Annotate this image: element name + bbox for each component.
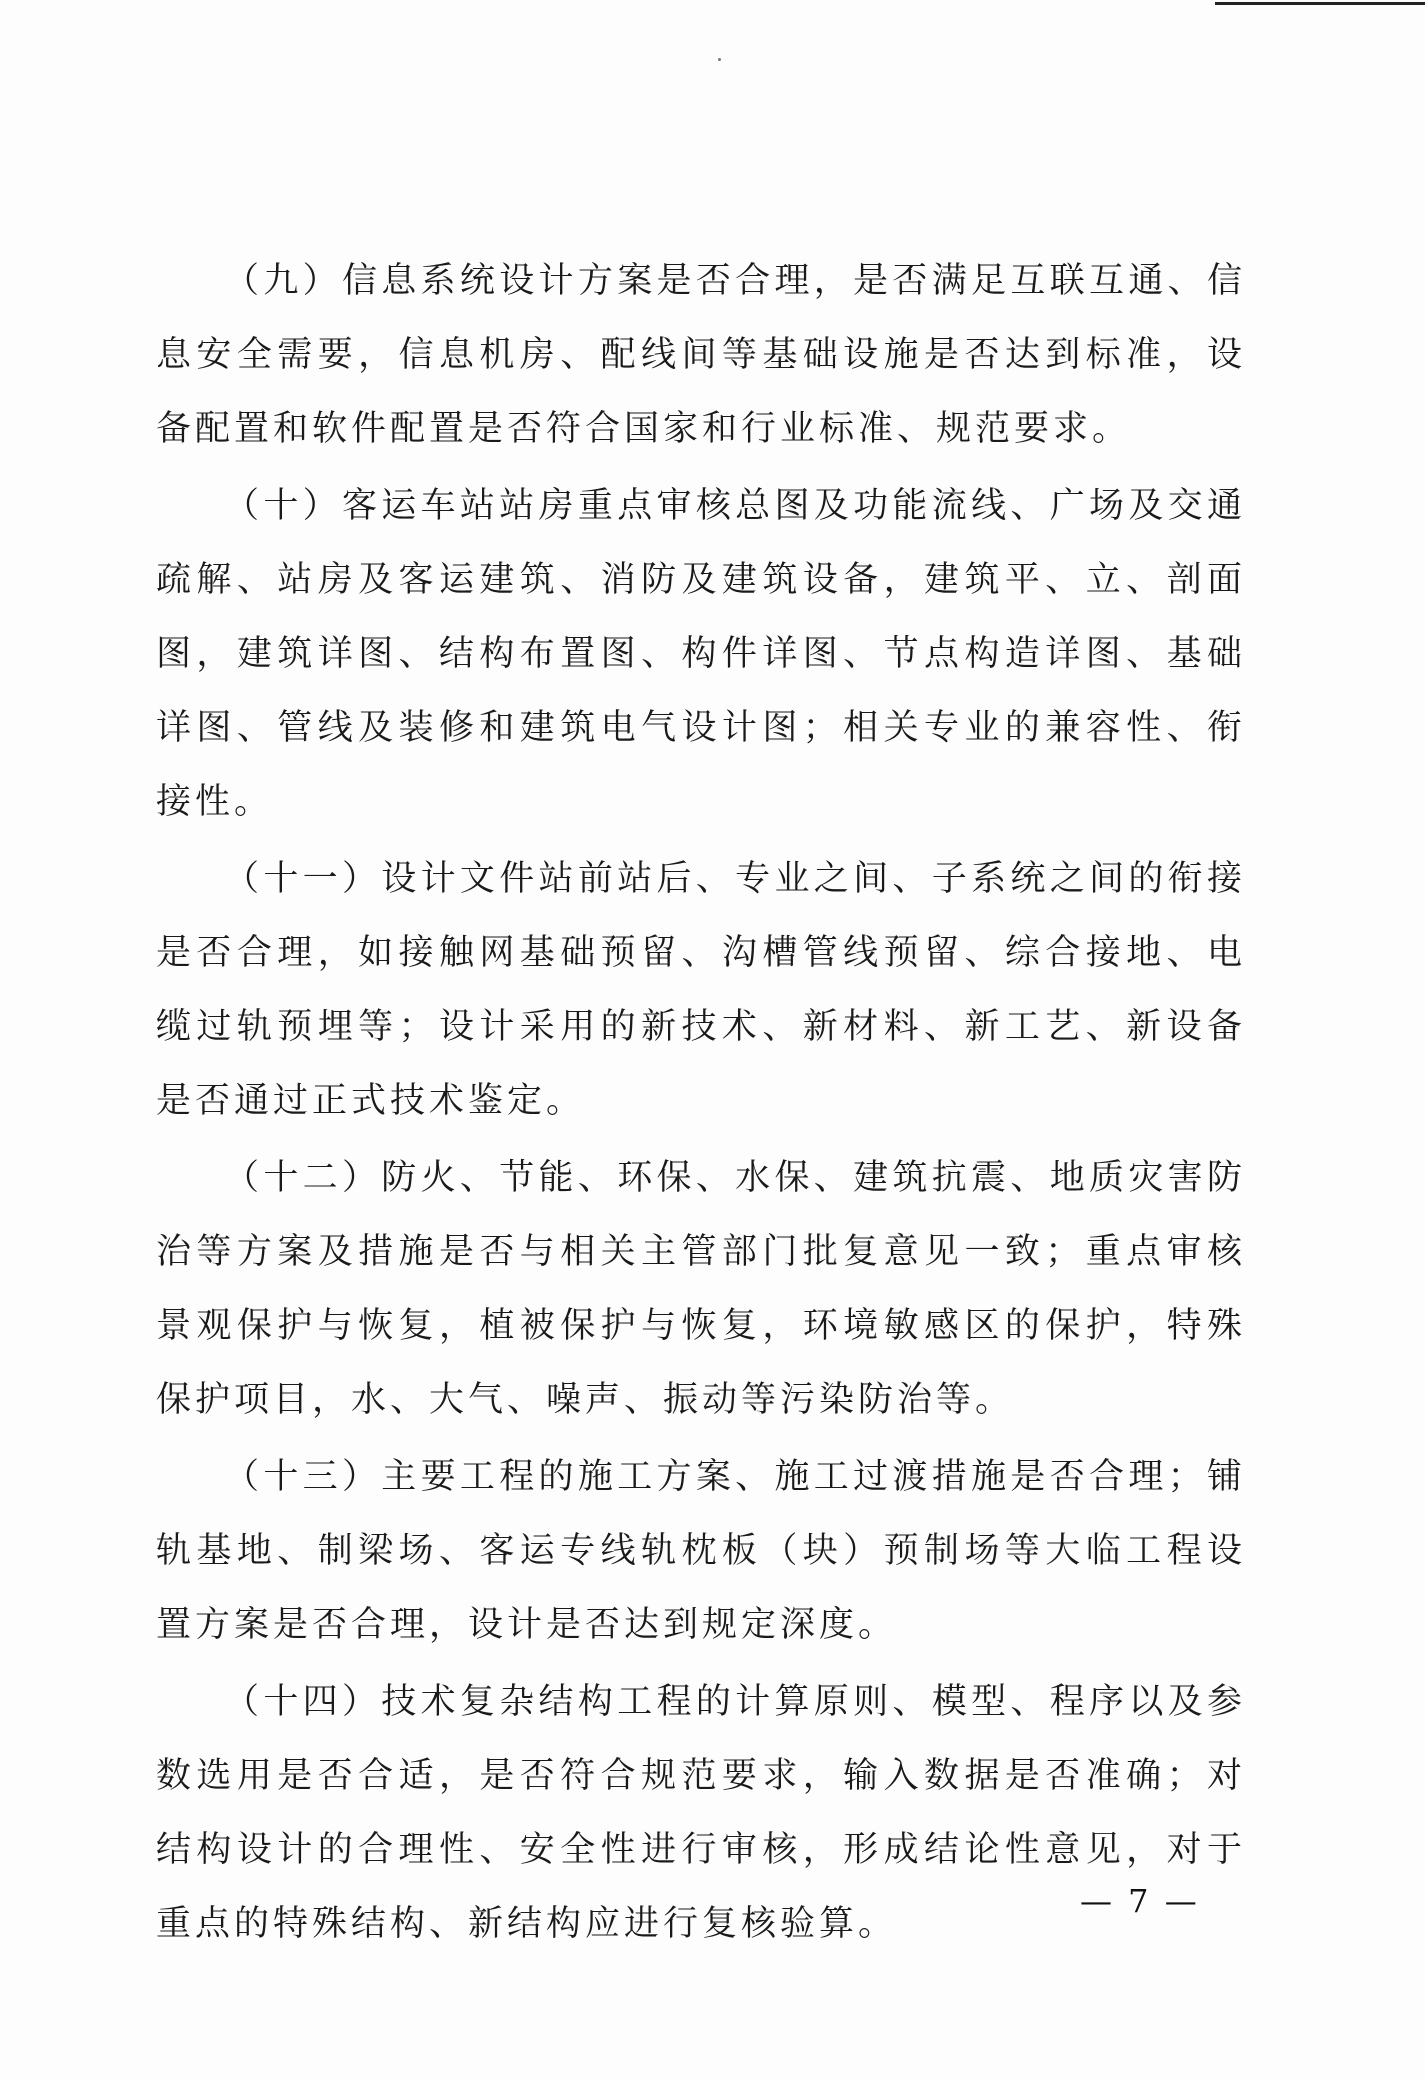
paragraph-item-12: （十二）防火、节能、环保、水保、建筑抗震、地质灾害防治等方案及措施是否与相关主管部门批复意见一致；重点审核景观保护与恢复，植被保护与恢复，环境敏感区的保护，特殊保护项目，水、大气、噪声、振动等污染防治等。 [156, 1158, 1246, 1420]
paragraph-item-13: （十三）主要工程的施工方案、施工过渡措施是否合理；铺轨基地、制梁场、客运专线轨枕板（块）预制场等大临工程设置方案是否合理，设计是否达到规定深度。 [156, 1457, 1246, 1645]
document-body [156, 244, 1246, 1961]
page-number: — 7 — [1080, 1882, 1200, 1920]
paragraph-item-10: （十）客运车站站房重点审核总图及功能流线、广场及交通疏解、站房及客运建筑、消防及建筑设备，建筑平、立、剖面图，建筑详图、结构布置图、构件详图、节点构造详图、基础详图、管线及装修和建筑电气设计图；相关专业的兼容性、衔接性。 [156, 486, 1246, 822]
paragraph-item-9: （九）信息系统设计方案是否合理，是否满足互联互通、信息安全需要，信息机房、配线间等基础设施是否达到标准，设备配置和软件配置是否符合国家和行业标准、规范要求。 [156, 261, 1246, 449]
scan-edge-line [1215, 2, 1425, 5]
paragraph-item-14: （十四）技术复杂结构工程的计算原则、模型、程序以及参数选用是否合适，是否符合规范要求，输入数据是否准确；对结构设计的合理性、安全性进行审核，形成结论性意见，对于重点的特殊结构、新结构应进行复核验算。 [156, 1682, 1246, 1944]
scan-speck [718, 58, 721, 61]
paragraph-item-11: （十一）设计文件站前站后、专业之间、子系统之间的衔接是否合理，如接触网基础预留、沟槽管线预留、综合接地、电缆过轨预埋等；设计采用的新技术、新材料、新工艺、新设备是否通过正式技术鉴定。 [156, 859, 1246, 1121]
